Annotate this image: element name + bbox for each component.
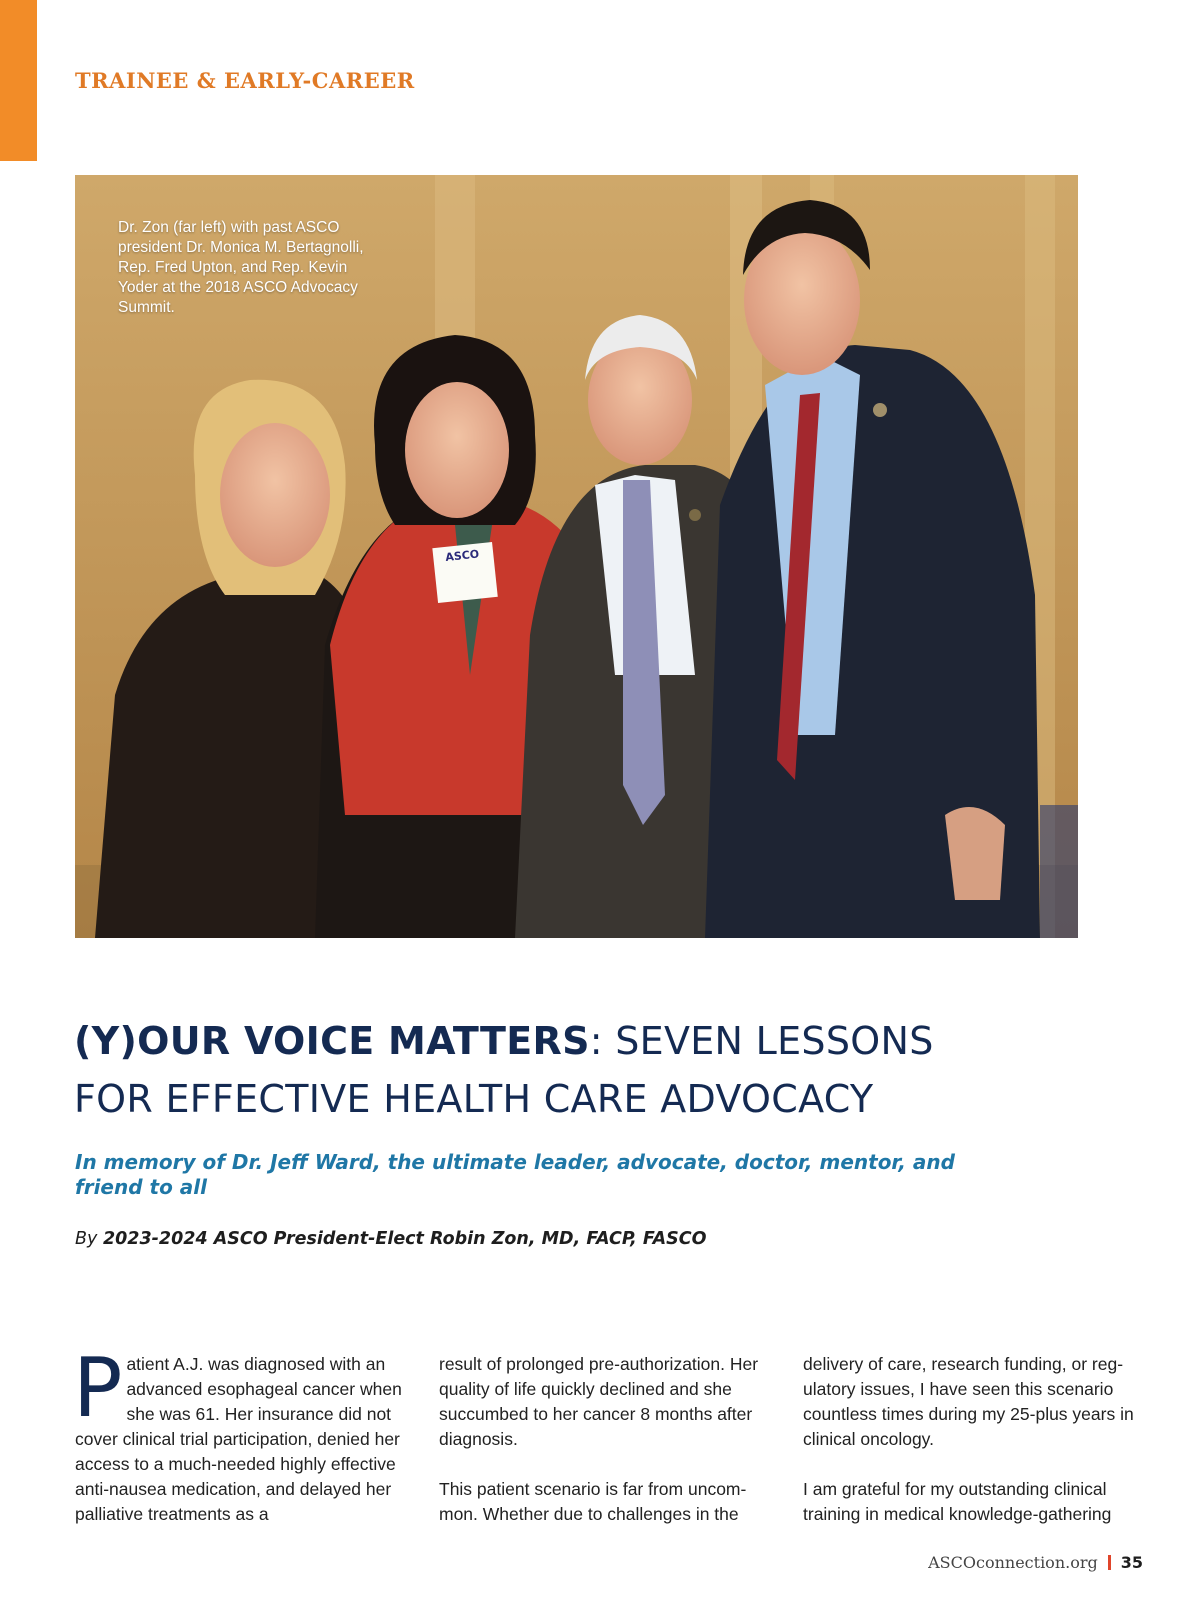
footer-site: ASCOconnection.org [928, 1553, 1098, 1572]
article-photo [75, 175, 1078, 938]
byline-author: 2023-2024 ASCO President-Elect Robin Zon, MD, FACP, FASCO [102, 1229, 707, 1249]
dedication-subtitle: In memory of Dr. Jeff Ward, the ultimate leader, advocate, doctor, mentor, and friend to all [75, 1150, 955, 1199]
body-column-2 [439, 1352, 779, 1552]
photo-caption: Dr. Zon (far left) with past ASCO president Dr. Monica M. Bertagnolli, Rep. Fred Upton, and Rep. Kevin Yoder at the 2018 ASCO Advocacy Summit. [118, 219, 364, 316]
byline [75, 1229, 706, 1249]
body-paragraph: result of prolonged pre-authorization. Her quality of life quickly declined and she succumbed to her cancer 8 months after diagnosis. [439, 1354, 759, 1449]
badge-label: ASCO [444, 547, 480, 564]
body-paragraph: delivery of care, research funding, or reg-ulatory issues, I have seen this scenario countless times during my 25-plus years in clinical oncology. [803, 1354, 1134, 1449]
section-accent-bar [0, 0, 37, 161]
page-footer [928, 1553, 1143, 1572]
footer-separator [1108, 1555, 1111, 1570]
headline-line2: FOR EFFECTIVE HEALTH CARE ADVOCACY [74, 1077, 874, 1121]
headline-rest: : SEVEN LESSONS [589, 1019, 934, 1063]
page-number: 35 [1120, 1553, 1143, 1572]
headline-bold: (Y)OUR VOICE MATTERS [74, 1019, 590, 1063]
body-paragraph: atient A.J. was diagnosed with an advanced esophageal cancer when she was 61. Her insurance did not cover clinical trial participation, denied her access to a much-needed highly effective anti-nausea medication, and delayed her palliative treatments as a [75, 1354, 402, 1524]
byline-prefix: By [75, 1229, 98, 1249]
section-label: TRAINEE & EARLY-CAREER [75, 68, 415, 93]
drop-cap: P [73, 1341, 123, 1436]
body-column-3 [803, 1352, 1143, 1552]
article-headline [74, 1012, 1074, 1128]
body-column-1 [73, 1341, 415, 1552]
body-paragraph: I am grateful for my outstanding clinical training in medical knowledge-gathering [803, 1479, 1112, 1524]
body-paragraph: This patient scenario is far from uncom-mon. Whether due to challenges in the [439, 1479, 747, 1524]
